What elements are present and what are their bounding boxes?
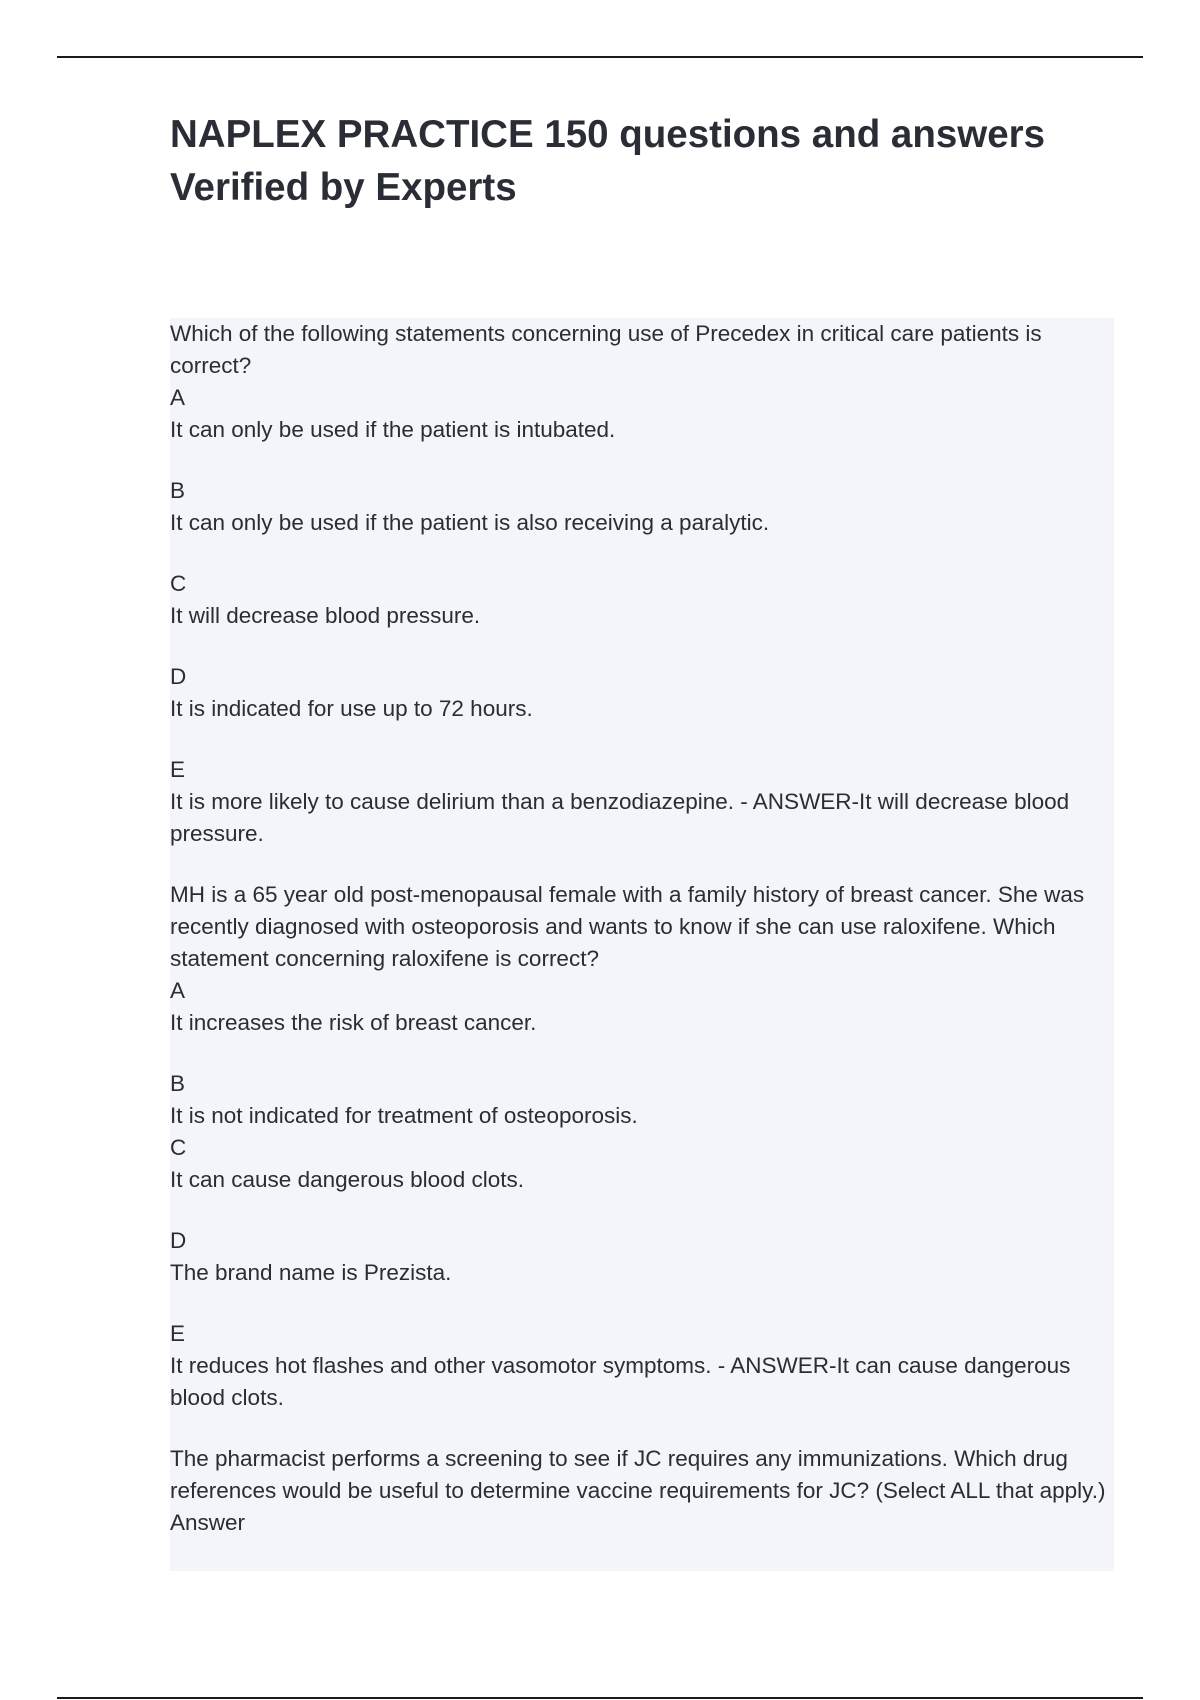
option-letter: B <box>170 478 186 503</box>
option-text: It can cause dangerous blood clots. <box>170 1167 524 1192</box>
option-text: It can only be used if the patient is intubated. <box>170 417 616 442</box>
document-title: NAPLEX PRACTICE 150 questions and answers Verified by Experts <box>170 113 1046 209</box>
question-stem: MH is a 65 year old post-menopausal female with a family history of breast cancer. She was recently diagnosed with osteoporosis and wants to know if she can use raloxifene. Which statement concerning raloxifene is correct? <box>170 882 1085 971</box>
option-letter: A <box>170 978 186 1003</box>
option-text-with-answer: It reduces hot flashes and other vasomotor symptoms. - ANSWER-It can cause dangerous blood clots. <box>170 1353 1071 1410</box>
option-text: It is indicated for use up to 72 hours. <box>170 696 533 721</box>
option-letter: E <box>170 757 186 782</box>
option-letter: D <box>170 664 187 689</box>
option-text-with-answer: It is more likely to cause delirium than a benzodiazepine. - ANSWER-It will decrease blood pressure. <box>170 789 1070 846</box>
question-content <box>170 318 1114 1571</box>
option-letter: B <box>170 1071 186 1096</box>
option-letter: C <box>170 1135 187 1160</box>
option-letter: A <box>170 385 186 410</box>
option-text: It is not indicated for treatment of osteoporosis. <box>170 1103 638 1128</box>
footer-rule <box>57 1697 1143 1699</box>
option-text: It will decrease blood pressure. <box>170 603 481 628</box>
header-rule <box>57 56 1143 58</box>
question-stem: Which of the following statements concerning use of Precedex in critical care patients is correct? <box>170 321 1042 378</box>
option-letter: E <box>170 1321 186 1346</box>
answer-label: Answer <box>170 1510 246 1535</box>
option-text: It increases the risk of breast cancer. <box>170 1010 537 1035</box>
option-letter: D <box>170 1228 187 1253</box>
option-text: It can only be used if the patient is also receiving a paralytic. <box>170 510 770 535</box>
question-stem: The pharmacist performs a screening to see if JC requires any immunizations. Which drug references would be useful to determine vaccine requirements for JC? (Select ALL that apply.) <box>170 1446 1106 1503</box>
option-letter: C <box>170 571 187 596</box>
option-text: The brand name is Prezista. <box>170 1260 452 1285</box>
